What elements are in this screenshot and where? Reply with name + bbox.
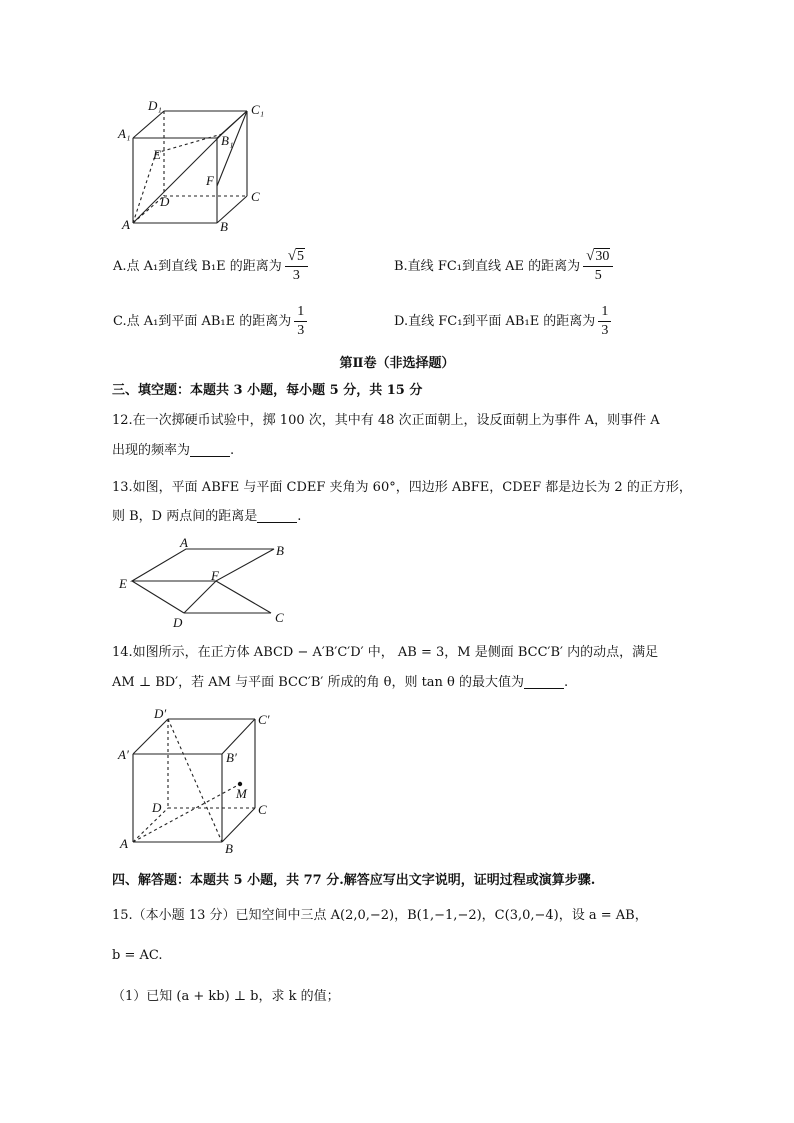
q15-line1: 15.（本小题 13 分）已知空间中三点 A(2,0,−2)，B(1,−1,−2)，C(3,0,−4)，设 a = AB， [112, 908, 648, 923]
q14-answer-blank[interactable] [524, 674, 564, 689]
q13-answer-blank[interactable] [257, 508, 297, 523]
option-c[interactable]: C.点 A₁到平面 AB₁E 的距离为 $\frac{1}{3}$ [113, 303, 307, 340]
label-A: A [120, 836, 128, 851]
label-B: B [276, 543, 284, 558]
q14-line2: AM ⊥ BD′，若 AM 与平面 BCC′B′ 所成的角 θ，则 tan θ 的最大值为 . [112, 675, 569, 690]
label-C1: C₁ [251, 102, 265, 117]
option-a[interactable]: A.点 A₁到直线 B₁E 的距离为 √ 5 3 [113, 248, 308, 285]
q13-line1: 13.如图，平面 ABFE 与平面 CDEF 夹角为 60°，四边形 ABFE，CDEF 都是边长为 2 的正方形， [112, 480, 692, 495]
figure-cube-2 [112, 702, 282, 860]
label-C: C [258, 802, 267, 817]
label-B: B [225, 841, 233, 856]
section-title: 第Ⅱ卷（非选择题） [339, 356, 455, 371]
q15-line2: b = AC. [112, 948, 163, 963]
label-C-prime: C′ [258, 712, 270, 727]
label-D: D [160, 194, 170, 209]
figure-cube-1 [110, 98, 280, 238]
label-E: E [153, 147, 161, 162]
label-F: F [211, 568, 219, 583]
label-C: C [275, 610, 284, 625]
q14-line1: 14.如图所示，在正方体 ABCD − A′B′C′D′ 中， AB = 3，M 是侧面 BCC′B′ 内的动点，满足 [112, 645, 659, 660]
figure-planes [116, 536, 306, 628]
label-A: A [180, 536, 188, 550]
label-C: C [251, 189, 260, 204]
label-A-prime: A′ [118, 747, 129, 762]
label-D: D [173, 615, 183, 628]
label-B: B [220, 219, 228, 234]
part4-heading: 四、解答题：本题共 5 小题，共 77 分.解答应写出文字说明，证明过程或演算步骤. [112, 873, 596, 888]
label-M: M [236, 786, 247, 801]
label-D-prime: D′ [154, 706, 167, 721]
option-d[interactable]: D.直线 FC₁到平面 AB₁E 的距离为 $\frac{1}{3}$ [394, 303, 611, 340]
label-F: F [206, 173, 214, 188]
q12-line2: 出现的频率为 . [112, 443, 235, 458]
option-b[interactable]: B.直线 FC₁到直线 AE 的距离为 √ 30 5 [394, 248, 613, 285]
label-A: A [122, 217, 130, 232]
label-B1: B₁ [221, 133, 234, 148]
q13-line2: 则 B，D 两点间的距离是 . [112, 509, 302, 524]
part3-heading: 三、填空题：本题共 3 小题，每小题 5 分，共 15 分 [112, 383, 423, 398]
label-D1: D₁ [148, 98, 162, 113]
label-D: D [152, 800, 162, 815]
q15-sub1: （1）已知 (a + kb) ⊥ b，求 k 的值； [112, 989, 340, 1004]
label-A1: A₁ [118, 126, 131, 141]
q12-answer-blank[interactable] [190, 442, 230, 457]
q12-line1: 12.在一次掷硬币试验中，掷 100 次，其中有 48 次正面朝上，设反面朝上为事件 A，则事件 A [112, 413, 660, 428]
label-E: E [119, 576, 127, 591]
label-B-prime: B′ [226, 750, 237, 765]
